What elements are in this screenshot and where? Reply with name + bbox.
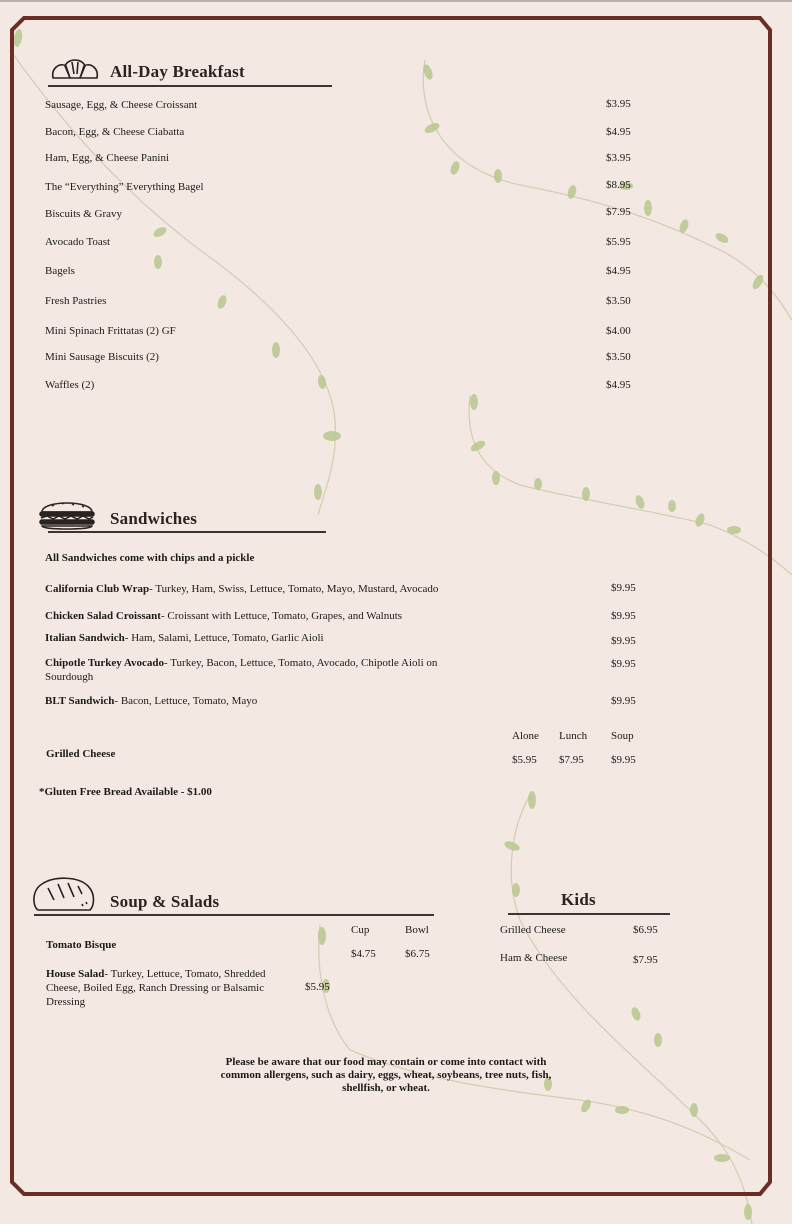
grilled-cheese-name: Grilled Cheese: [46, 748, 116, 760]
breakfast-item-name: Fresh Pastries: [45, 295, 107, 307]
sandwich-item: [45, 610, 402, 622]
sandwiches-heading: Sandwiches: [110, 509, 198, 528]
sandwich-item: [45, 583, 438, 595]
sandwich-item-name: Chicken Salad Croissant: [45, 610, 161, 622]
tomato-bisque-bowl-price: $6.75: [405, 948, 430, 960]
grilled-cheese-header-alone: Alone: [512, 730, 539, 742]
kids-item-name: Grilled Cheese: [500, 924, 566, 936]
breakfast-item-price: $4.95: [606, 379, 631, 391]
breakfast-item-price: $4.00: [606, 325, 631, 337]
sandwich-item: [45, 632, 324, 644]
sandwich-item-desc: - Turkey, Ham, Swiss, Lettuce, Tomato, Mayo, Mustard, Avocado: [149, 583, 439, 595]
soups-rule: [34, 914, 434, 916]
house-salad-name: House Salad: [46, 968, 105, 980]
breakfast-item-name: Mini Spinach Frittatas (2) GF: [45, 325, 176, 337]
house-salad-desc: - Turkey, Lettuce, Tomato, Shredded Cheese, Boiled Egg, Ranch Dressing or Balsamic Dressing: [46, 968, 266, 1008]
breakfast-rule: [48, 85, 332, 87]
breakfast-item-name: Waffles (2): [45, 379, 95, 391]
breakfast-item-price: $3.95: [606, 152, 631, 164]
sandwich-item-price: $9.95: [611, 695, 636, 707]
bread-loaf-icon: [32, 876, 96, 914]
breakfast-item-name: Sausage, Egg, & Cheese Croissant: [45, 99, 198, 111]
sandwich-item-price: $9.95: [611, 658, 636, 670]
breakfast-item-name: Avocado Toast: [45, 236, 111, 248]
grilled-cheese-header-lunch: Lunch: [559, 730, 588, 742]
sandwiches-rule: [48, 531, 326, 533]
sandwich-item-desc: - Croissant with Lettuce, Tomato, Grapes, and Walnuts: [160, 610, 403, 622]
breakfast-item-price: $5.95: [606, 236, 631, 248]
kids-rule: [508, 913, 670, 915]
breakfast-item-price: $4.95: [606, 265, 631, 277]
tomato-bisque-cup-price: $4.75: [351, 948, 376, 960]
breakfast-item-price: $3.95: [606, 98, 631, 110]
breakfast-item-name: Bacon, Egg, & Cheese Ciabatta: [45, 126, 185, 138]
croissant-icon: [50, 56, 100, 82]
grilled-cheese-price-alone: $5.95: [512, 754, 537, 766]
kids-item-price: $6.95: [633, 924, 658, 936]
sandwich-icon: [38, 498, 96, 532]
breakfast-item-name: The “Everything” Everything Bagel: [45, 181, 204, 193]
sandwich-item-desc: - Ham, Salami, Lettuce, Tomato, Garlic Aioli: [124, 632, 324, 644]
breakfast-heading: All-Day Breakfast: [110, 62, 245, 81]
breakfast-item-price: $7.95: [606, 206, 631, 218]
breakfast-item-name: Bagels: [45, 265, 75, 277]
allergen-notice: Please be aware that our food may contain or come into contact with common allergens, such as dairy, eggs, wheat, soybeans, tree nuts, fish, shellfish, or wheat.: [220, 1056, 552, 1094]
breakfast-item-price: $4.95: [606, 126, 631, 138]
kids-item-price: $7.95: [633, 954, 658, 966]
grilled-cheese-header-soup: Soup: [611, 730, 634, 742]
sandwich-item-price: $9.95: [611, 610, 636, 622]
page-frame-border: [12, 18, 770, 1194]
sandwich-item-name: BLT Sandwich: [45, 695, 115, 707]
sandwiches-intro: All Sandwiches come with chips and a pickle: [45, 552, 255, 564]
sandwich-item: [45, 656, 465, 684]
breakfast-item-price: $3.50: [606, 351, 631, 363]
breakfast-item-name: Biscuits & Gravy: [45, 208, 122, 220]
sandwich-item-price: $9.95: [611, 582, 636, 594]
breakfast-item-price: $8.95: [606, 179, 631, 191]
house-salad-price: $5.95: [305, 981, 330, 993]
sandwich-item: [45, 695, 257, 707]
house-salad-item: [46, 967, 286, 1009]
soups-heading: Soup & Salads: [110, 892, 220, 911]
breakfast-item-price: $3.50: [606, 295, 631, 307]
soups-header-bowl: Bowl: [405, 924, 429, 936]
grilled-cheese-price-lunch: $7.95: [559, 754, 584, 766]
grilled-cheese-price-soup: $9.95: [611, 754, 636, 766]
sandwich-item-name: Italian Sandwich: [45, 632, 125, 644]
sandwich-item-price: $9.95: [611, 635, 636, 647]
kids-item-name: Ham & Cheese: [500, 952, 568, 964]
kids-heading: Kids: [561, 890, 596, 909]
sandwich-item-desc: - Turkey, Bacon, Lettuce, Tomato, Avocado, Chipotle Aioli on Sourdough: [45, 657, 438, 683]
sandwich-item-name: Chipotle Turkey Avocado: [45, 657, 164, 669]
sandwich-item-desc: - Bacon, Lettuce, Tomato, Mayo: [114, 695, 258, 707]
breakfast-item-name: Mini Sausage Biscuits (2): [45, 351, 159, 363]
tomato-bisque-name: Tomato Bisque: [46, 939, 117, 951]
sandwich-item-name: California Club Wrap: [45, 583, 150, 595]
soups-header-cup: Cup: [351, 924, 370, 936]
gluten-free-note: *Gluten Free Bread Available - $1.00: [39, 786, 212, 798]
breakfast-item-name: Ham, Egg, & Cheese Panini: [45, 152, 170, 164]
